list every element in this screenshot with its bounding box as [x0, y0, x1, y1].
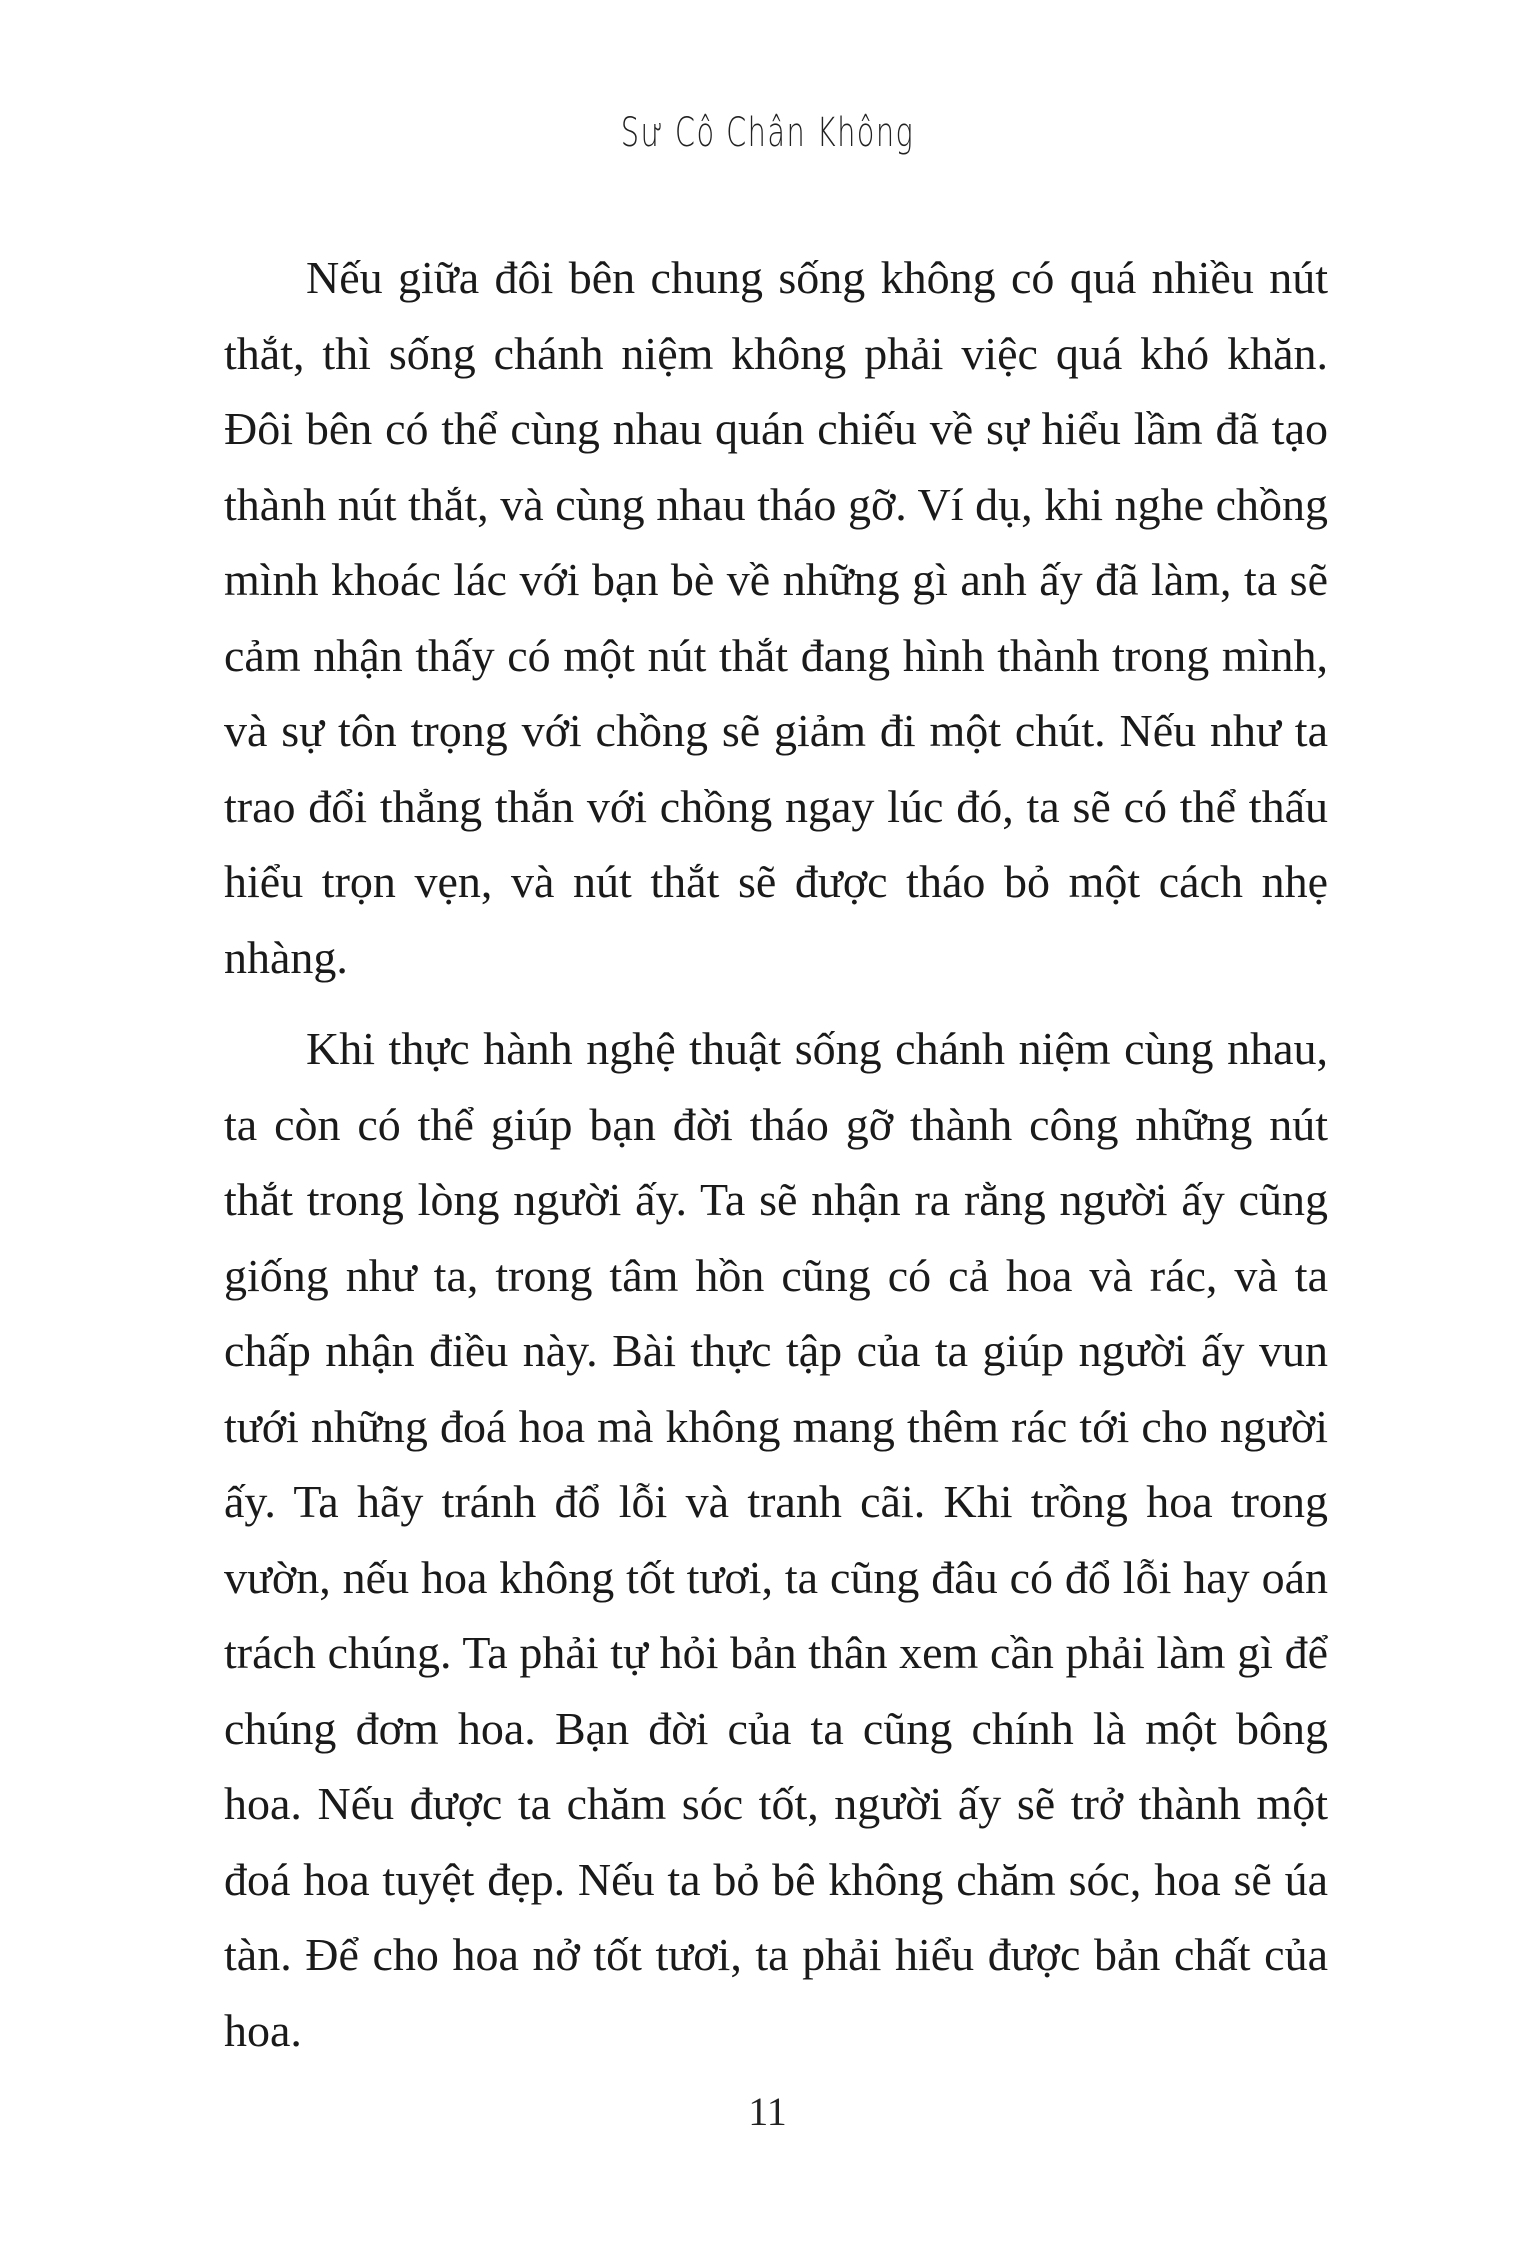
- page-number: 11: [748, 2089, 787, 2134]
- paragraph-1: Nếu giữa đôi bên chung sống không có quá nhiều nút thắt, thì sống chánh niệm không phải việc quá khó khăn. Đôi bên có thể cùng nhau quán chiếu về sự hiểu lầm đã tạo thành nút thắt, và cùng nhau tháo gỡ. Ví dụ, khi nghe chồng mình khoác lác với bạn bè về những gì anh ấy đã làm, ta sẽ cảm nhận thấy có một nút thắt đang hình thành trong mình, và sự tôn trọng với chồng sẽ giảm đi một chút. Nếu như ta trao đổi thẳng thắn với chồng ngay lúc đó, ta sẽ có thể thấu hiểu trọn vẹn, và nút thắt sẽ được tháo bỏ một cách nhẹ nhàng.: [224, 252, 1328, 983]
- paragraph-2: Khi thực hành nghệ thuật sống chánh niệm cùng nhau, ta còn có thể giúp bạn đời tháo gỡ thành công những nút thắt trong lòng người ấy. Ta sẽ nhận ra rằng người ấy cũng giống như ta, trong tâm hồn cũng có cả hoa và rác, và ta chấp nhận điều này. Bài thực tập của ta giúp người ấy vun tưới những đoá hoa mà không mang thêm rác tới cho người ấy. Ta hãy tránh đổ lỗi và tranh cãi. Khi trồng hoa trong vườn, nếu hoa không tốt tươi, ta cũng đâu có đổ lỗi hay oán trách chúng. Ta phải tự hỏi bản thân xem cần phải làm gì để chúng đơm hoa. Bạn đời của ta cũng chính là một bông hoa. Nếu được ta chăm sóc tốt, người ấy sẽ trở thành một đoá hoa tuyệt đẹp. Nếu ta bỏ bê không chăm sóc, hoa sẽ úa tàn. Để cho hoa nở tốt tươi, ta phải hiểu được bản chất của hoa.: [224, 1023, 1328, 2056]
- body-text: [224, 240, 1328, 2084]
- running-header: Sư Cô Chân Không: [620, 110, 915, 156]
